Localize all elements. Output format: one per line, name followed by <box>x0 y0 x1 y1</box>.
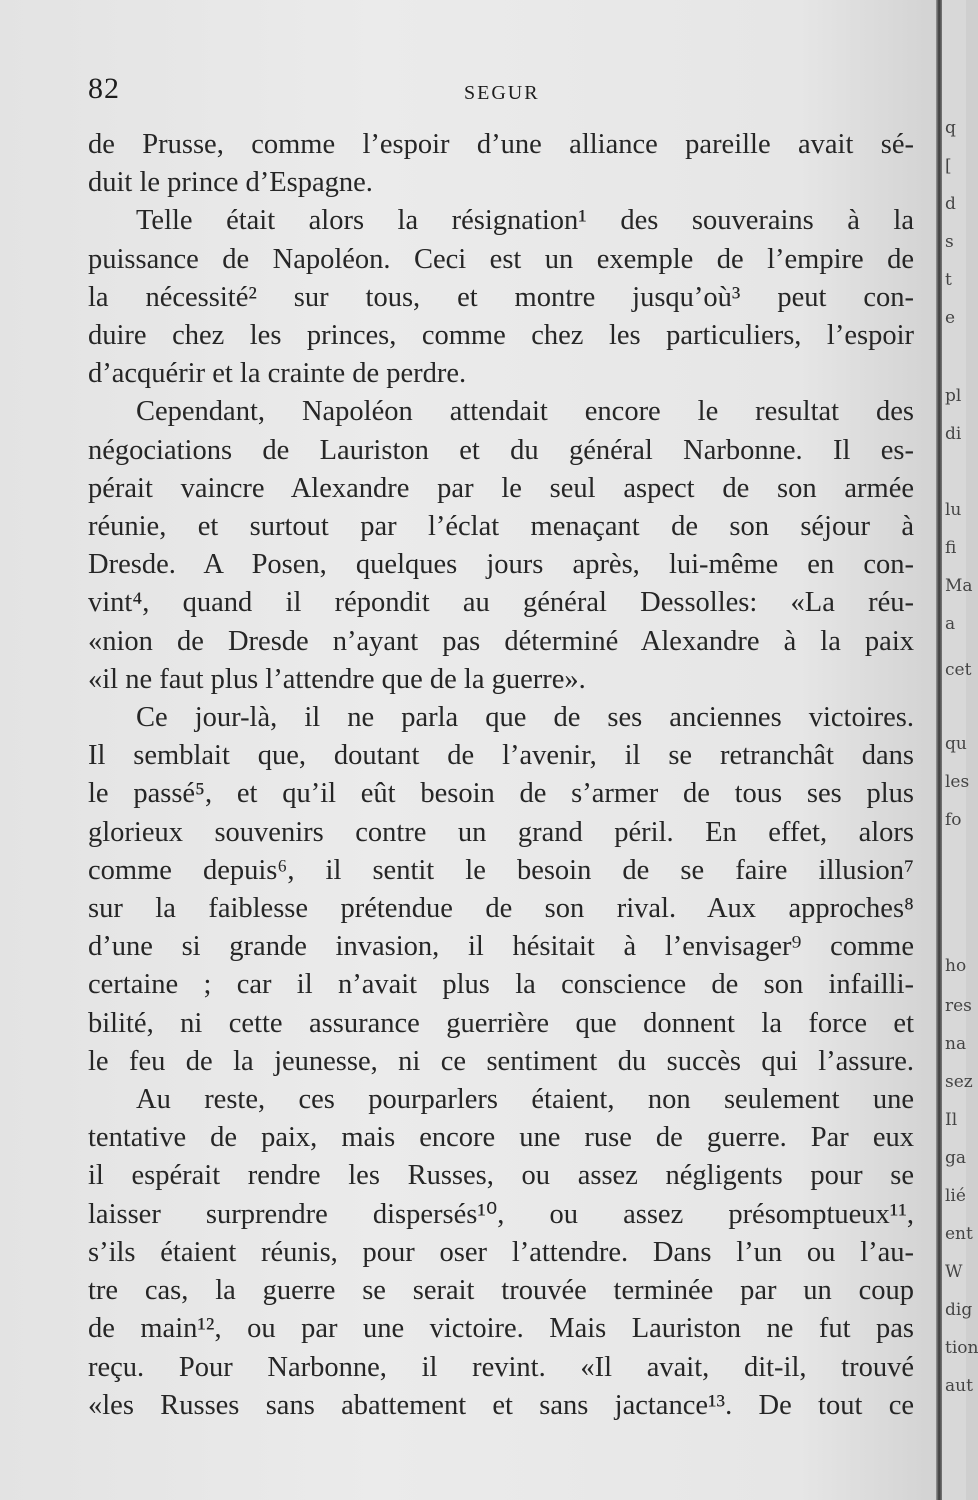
text-line: bilité, ni cette assurance guerrière que donnent la force et <box>88 1007 914 1039</box>
edge-fragment: fo <box>945 810 962 830</box>
text-line: «il ne faut plus l’attendre que de la guerre». <box>88 663 586 695</box>
edge-fragment: tion <box>945 1338 978 1358</box>
text-line: tre cas, la guerre se serait trouvée terminée par un coup <box>88 1275 914 1307</box>
edge-fragment: fi <box>945 538 957 558</box>
text-line: Dresde. A Posen, quelques jours après, lui-même en con- <box>88 549 914 581</box>
text-line: la nécessité² sur tous, et montre jusqu’où³ peut con- <box>88 281 914 313</box>
text-line: comme depuis⁶, il sentit le besoin de se faire illusion⁷ <box>88 854 914 886</box>
text-line: certaine ; car il n’avait plus la conscience de son infailli- <box>88 969 914 1001</box>
text-line: Cependant, Napoléon attendait encore le resultat des <box>136 396 914 428</box>
edge-fragment: res <box>945 996 972 1016</box>
text-line: Telle était alors la résignation¹ des souverains à la <box>136 205 914 237</box>
text-line: Il semblait que, doutant de l’avenir, il se retranchât dans <box>88 740 914 772</box>
edge-fragment: cet <box>945 660 972 680</box>
text-line: glorieux souvenirs contre un grand péril. En effet, alors <box>88 816 914 848</box>
edge-fragment: ent <box>945 1224 973 1244</box>
text-line: réunie, et surtout par l’éclat menaçant de son séjour à <box>88 511 914 543</box>
text-line: «les Russes sans abattement et sans jactance¹³. De tout ce <box>88 1389 914 1421</box>
edge-fragment: sez <box>945 1072 973 1092</box>
text-line: il espérait rendre les Russes, ou assez négligents pour se <box>88 1160 914 1192</box>
edge-fragment: a <box>945 614 956 634</box>
edge-fragment: qu <box>945 734 967 754</box>
text-line: duire chez les princes, comme chez les particuliers, l’espoir <box>88 320 914 352</box>
text-line: reçu. Pour Narbonne, il revint. «Il avait, dit-il, trouvé <box>88 1351 914 1383</box>
text-line: de main¹², ou par une victoire. Mais Lauriston ne fut pas <box>88 1313 914 1345</box>
edge-fragment: d <box>945 194 956 214</box>
text-line: sur la faiblesse prétendue de son rival. Aux approches⁸ <box>88 893 914 925</box>
edge-fragment: ga <box>945 1148 967 1168</box>
text-line: le feu de la jeunesse, ni ce sentiment du succès qui l’assure. <box>88 1045 914 1077</box>
adjacent-page-edge <box>942 0 978 1500</box>
edge-fragment: W <box>945 1262 963 1282</box>
edge-fragment: q <box>945 118 956 138</box>
text-line: d’une si grande invasion, il hésitait à l’envisager⁹ comme <box>88 931 914 963</box>
text-line: laisser surprendre dispersés¹⁰, ou assez présomptueux¹¹, <box>88 1198 914 1230</box>
body-text <box>88 126 914 1425</box>
running-head: SEGUR <box>464 82 540 104</box>
edge-fragment: pl <box>945 386 962 406</box>
text-line: pérait vaincre Alexandre par le seul aspect de son armée <box>88 472 914 504</box>
text-line: s’ils étaient réunis, pour oser l’attendre. Dans l’un ou l’au- <box>88 1236 914 1268</box>
edge-fragment: lié <box>945 1186 966 1206</box>
text-line: Au reste, ces pourparlers étaient, non seulement une <box>136 1084 914 1116</box>
text-line: puissance de Napoléon. Ceci est un exemple de l’empire de <box>88 243 914 275</box>
text-line: de Prusse, comme l’espoir d’une alliance pareille avait sé- <box>88 129 914 160</box>
edge-fragment: ho <box>945 956 967 976</box>
text-line: vint⁴, quand il répondit au général Dessolles: «La réu- <box>88 587 914 619</box>
edge-fragment: t <box>945 270 952 290</box>
text-line: tentative de paix, mais encore une ruse de guerre. Par eux <box>88 1122 914 1154</box>
edge-fragment: e <box>945 308 956 328</box>
text-line: le passé⁵, et qu’il eût besoin de s’armer de tous ses plus <box>88 778 914 810</box>
edge-fragment: [ <box>945 156 952 176</box>
edge-fragment: Ma <box>945 576 973 596</box>
edge-fragment: Il <box>945 1110 958 1130</box>
page-header <box>88 72 914 112</box>
edge-fragment: dig <box>945 1300 973 1320</box>
edge-fragment: lu <box>945 500 962 520</box>
text-line: d’acquérir et la crainte de perdre. <box>88 358 467 390</box>
text-line: duit le prince d’Espagne. <box>88 167 373 199</box>
text-line: négociations de Lauriston et du général Narbonne. Il es- <box>88 434 914 466</box>
text-line: Ce jour-là, il ne parla que de ses anciennes victoires. <box>136 702 914 734</box>
text-line: «nion de Dresde n’ayant pas déterminé Alexandre à la paix <box>88 625 914 657</box>
edge-fragment: s <box>945 232 954 252</box>
edge-fragment: na <box>945 1034 967 1054</box>
edge-fragment: aut <box>945 1376 973 1396</box>
edge-fragment: di <box>945 424 962 444</box>
edge-fragment: les <box>945 772 970 792</box>
page-number: 82 <box>88 72 120 105</box>
